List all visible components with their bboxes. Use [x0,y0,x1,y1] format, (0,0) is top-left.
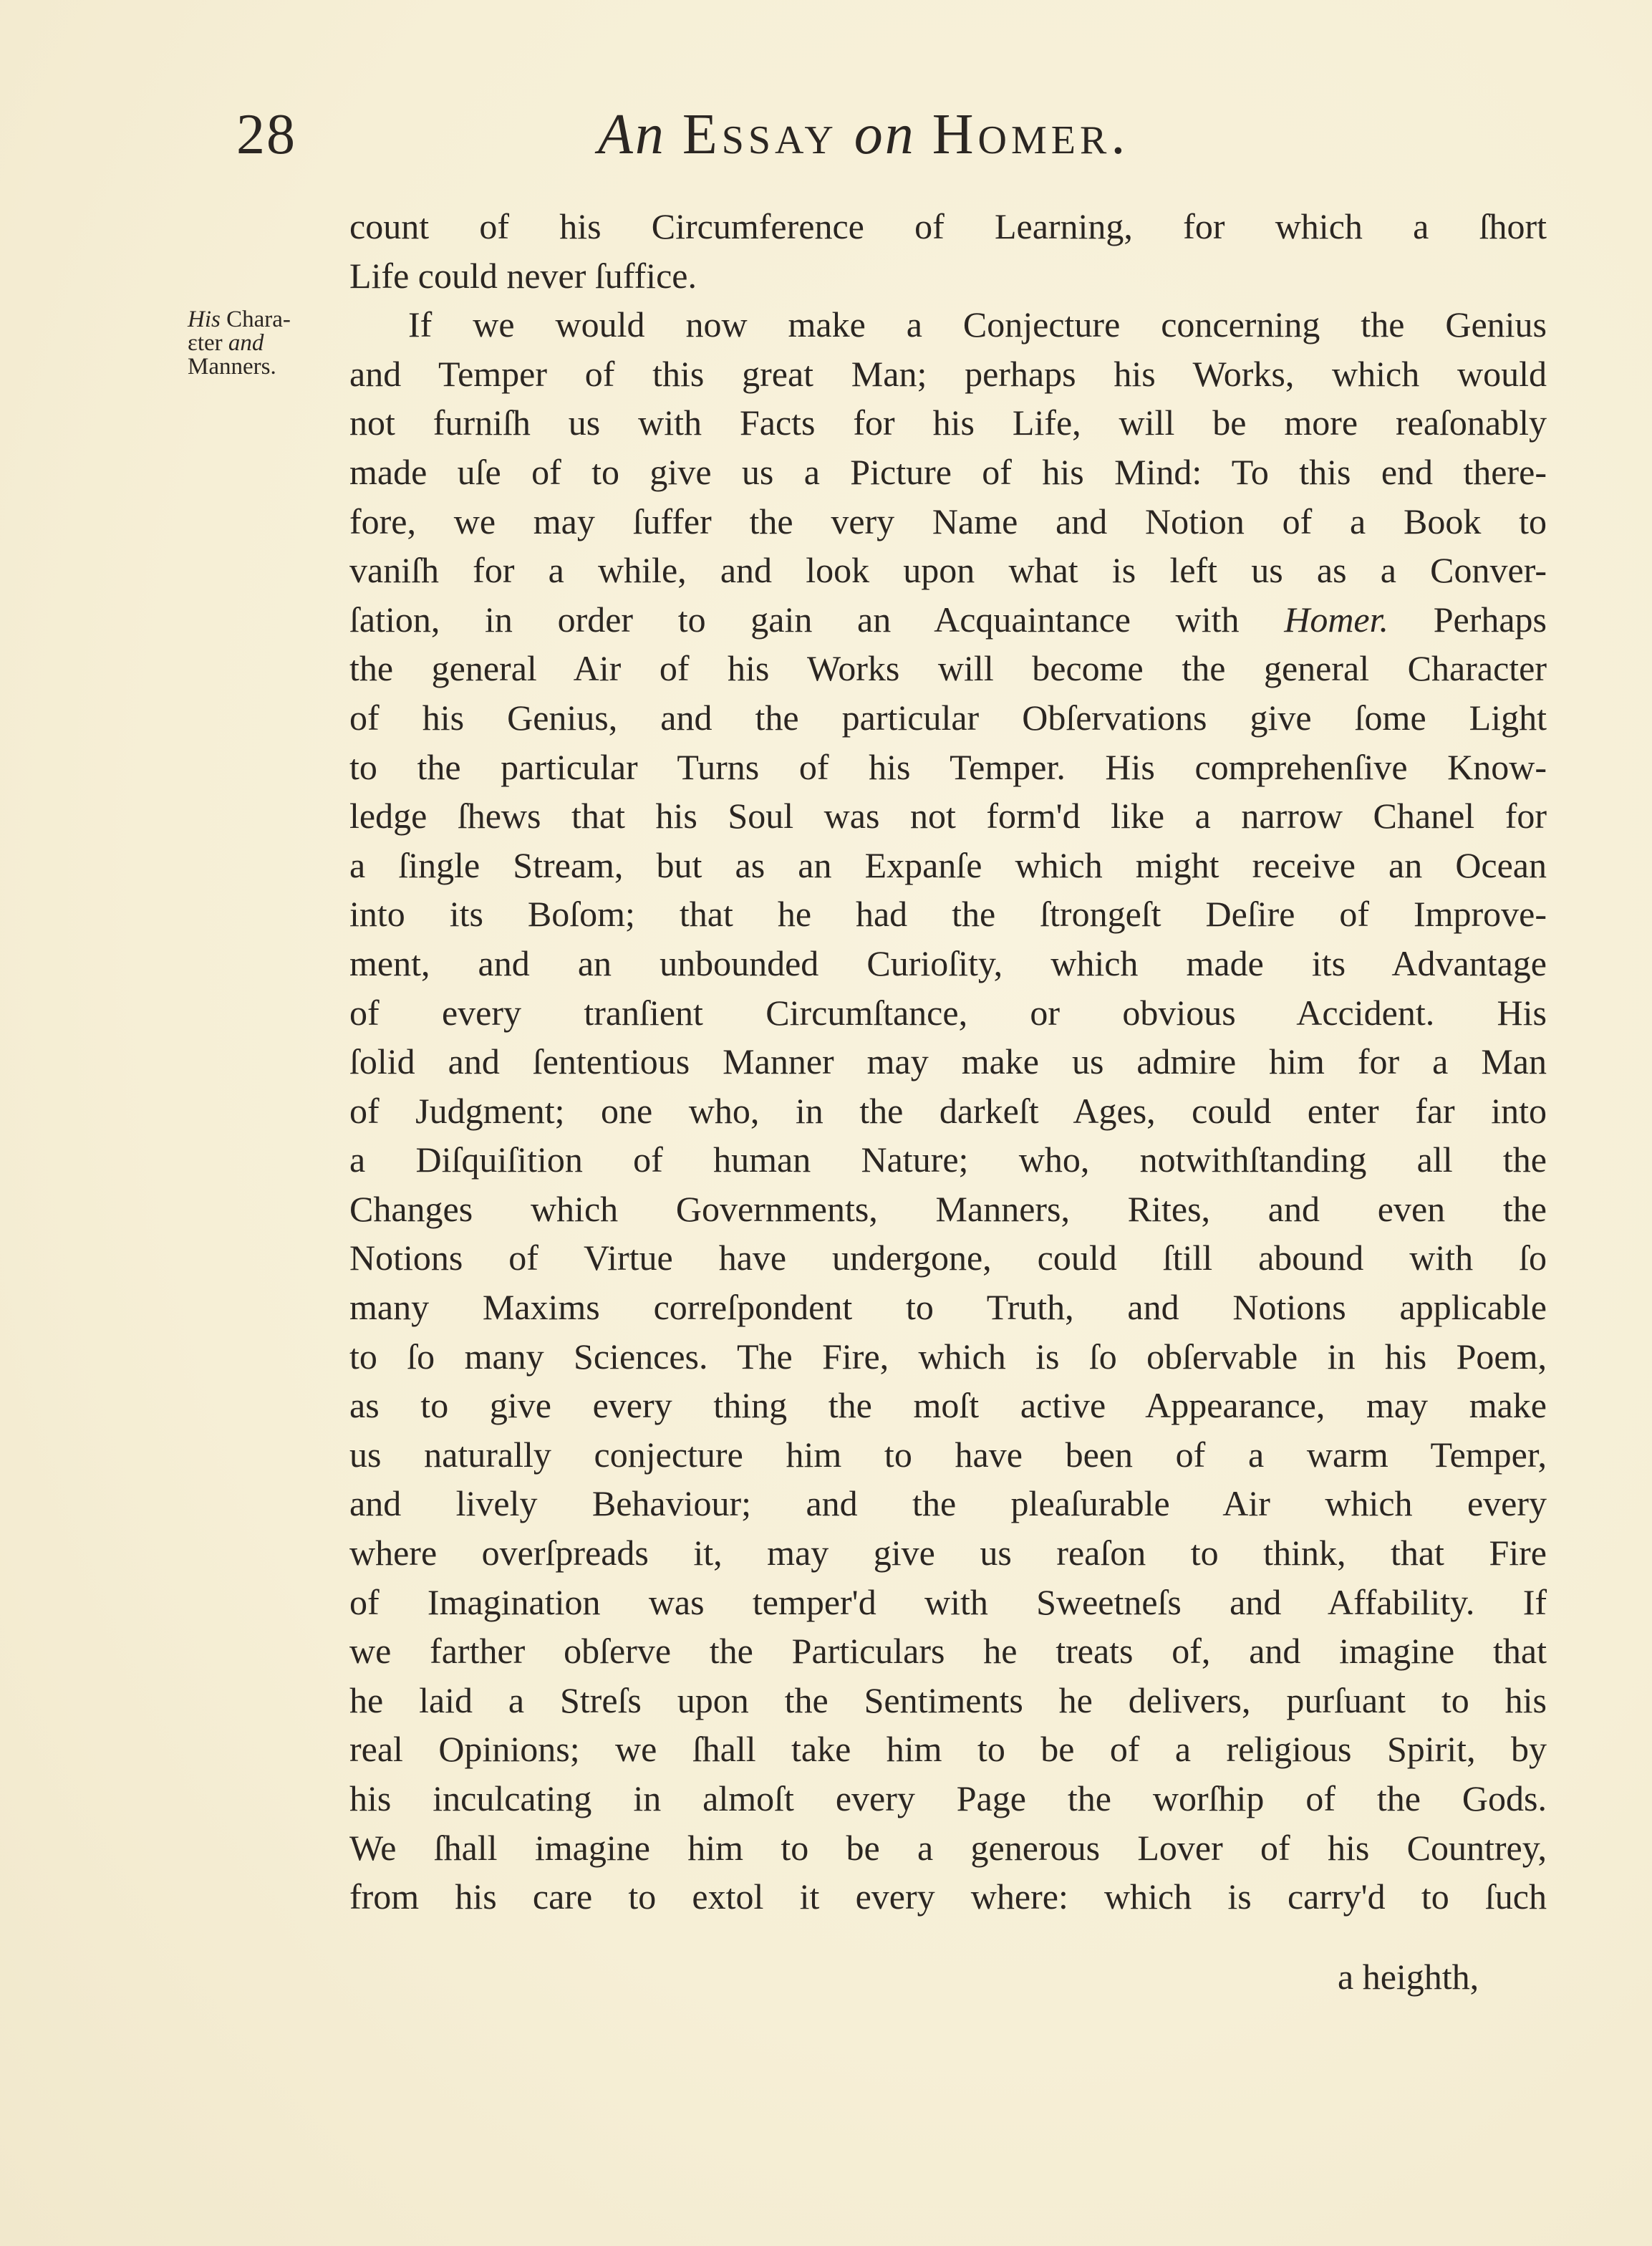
running-title [598,99,1129,170]
margin-note-cter: ɛter [188,330,228,356]
text-line-23: many Maxims correſpondent to Truth, and Notions applicable [349,1287,1547,1328]
text-line-9 [349,595,1547,645]
text-line-9-start: ſation, in order to gain an Acquaintance with [349,599,1240,640]
running-title-homer: Homer. [932,103,1130,166]
text-line-24: to ſo many Sciences. The Fire, which is ſo obſervable in his Poem, [349,1336,1547,1377]
marginal-note [188,308,352,379]
text-line-15: into its Boſom; that he had the ſtrongeſt Deſire of Improve- [349,894,1547,935]
text-line-26: us naturally conjecture him to have been of a warm Temper, [349,1434,1547,1475]
text-line-11: of his Genius, and the particular Obſervations give ſome Light [349,697,1547,738]
margin-note-line-3: Manners. [188,354,276,380]
text-line-13: ledge ſhews that his Soul was not form'd like a narrow Chanel for [349,796,1547,837]
running-title-essay: Essay [682,103,838,166]
text-line-7: fore, we may ſuffer the very Name and Notion of a Book to [349,501,1547,541]
text-line-2: Life could never ſuffice. [349,255,697,296]
text-line-22: Notions of Virtue have undergone, could ſtill abound with ſo [349,1238,1547,1278]
page-number: 28 [236,103,296,166]
text-line-16: ment, and an unbounded Curioſity, which made its Advantage [349,943,1547,983]
text-line-17: of every tranſient Circumſtance, or obvious Accident. His [349,992,1547,1033]
text-line-30: we farther obſerve the Particulars he treats of, and imagine that [349,1631,1547,1672]
text-line-18: ſolid and ſententious Manner may make us admire him for a Man [349,1041,1547,1082]
text-line-3: If we would now make a Conjecture concerning the Genius [408,304,1547,345]
margin-note-his: His [188,307,221,332]
text-line-19: of Judgment; one who, in the darkeſt Ages, could enter far into [349,1090,1547,1131]
text-line-8: vaniſh for a while, and look upon what is left us as a Conver- [349,550,1547,591]
text-line-9-end: Perhaps [1433,599,1547,640]
catchword: a heighth, [1338,1957,1479,1997]
text-line-6: made uſe of to give us a Picture of his Mind: To this end there- [349,451,1547,492]
margin-note-chara: Chara- [220,307,291,332]
body-text [349,202,1547,1922]
running-title-an: An [598,103,666,166]
text-line-25: as to give every thing the moſt active Appearance, may make [349,1385,1547,1426]
running-title-on: on [854,103,916,166]
text-line-1: count of his Circumference of Learning, for which a ſhort [349,206,1547,246]
text-line-5: not furniſh us with Facts for his Life, will be more reaſonably [349,403,1547,443]
text-line-33: his inculcating in almoſt every Page the worſhip of the Gods. [349,1778,1547,1818]
text-line-35: from his care to extol it every where: which is carry'd to ſuch [349,1876,1547,1917]
text-line-10: the general Air of his Works will become the general Character [349,648,1547,689]
margin-note-and: and [228,330,264,356]
text-line-21: Changes which Governments, Manners, Rites, and even the [349,1188,1547,1229]
running-header [236,99,1332,178]
text-line-9-homer: Homer. [1284,599,1389,640]
text-line-4: and Temper of this great Man; perhaps his Works, which would [349,353,1547,394]
text-line-12: to the particular Turns of his Temper. His comprehenſive Know- [349,746,1547,787]
text-line-27: and lively Behaviour; and the pleaſurable Air which every [349,1483,1547,1524]
margin-note-line-1 [188,308,352,332]
text-line-14: a ſingle Stream, but as an Expanſe which might receive an Ocean [349,844,1547,885]
text-line-28: where overſpreads it, may give us reaſon to think, that Fire [349,1533,1547,1573]
text-line-29: of Imagination was temper'd with Sweetneſs and Affability. If [349,1581,1547,1622]
margin-note-line-2 [188,332,352,355]
text-line-31: he laid a Streſs upon the Sentiments he delivers, purſuant to his [349,1679,1547,1720]
text-line-20: a Diſquiſition of human Nature; who, notwithſtanding all the [349,1139,1547,1180]
text-line-32: real Opinions; we ſhall take him to be of a religious Spirit, by [349,1729,1547,1770]
text-line-34: We ſhall imagine him to be a generous Lover of his Countrey, [349,1827,1547,1868]
